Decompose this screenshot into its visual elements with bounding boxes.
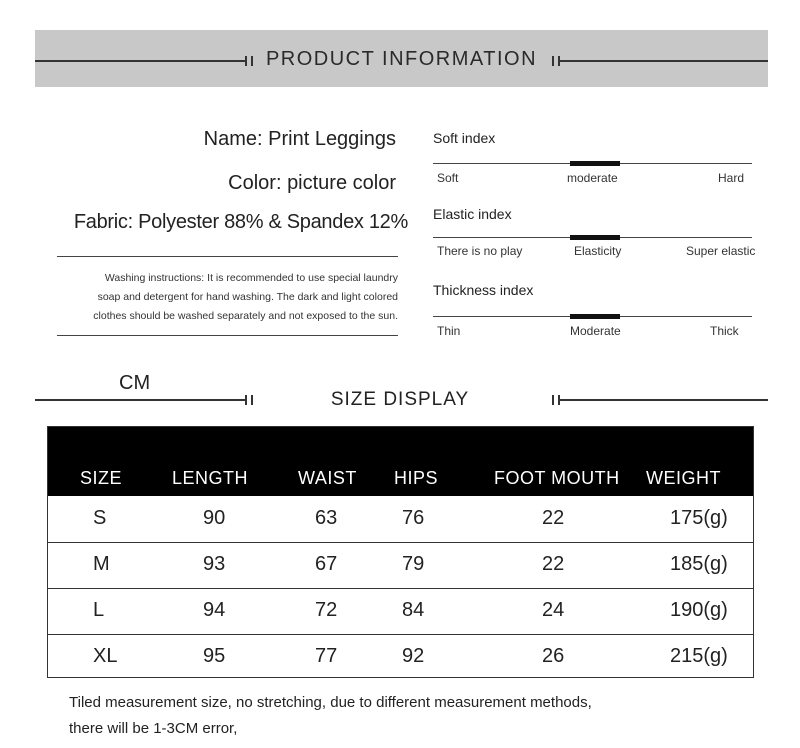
cell-hips: 84 (402, 599, 425, 621)
divider-line-right (558, 399, 768, 401)
header-foot-mouth: FOOT MOUTH (494, 468, 620, 488)
unit-label: CM (119, 372, 151, 394)
table-row (48, 634, 753, 680)
divider-line-left (35, 399, 245, 401)
thickness-index-label-high: Thick (710, 324, 739, 338)
soft-index-marker (570, 161, 620, 166)
header-weight: WEIGHT (646, 468, 721, 488)
header-length: LENGTH (172, 468, 249, 488)
divider-line-right (558, 60, 768, 62)
cell-waist: 77 (315, 645, 338, 667)
footnote-line: there will be 1-3CM error, (69, 720, 238, 737)
thickness-index-label-mid: Moderate (570, 324, 621, 338)
cell-weight: 185(g) (670, 553, 728, 575)
header-size: SIZE (80, 468, 123, 488)
size-display-title: SIZE DISPLAY (330, 389, 470, 410)
divider-tick (251, 395, 253, 405)
product-fabric: Fabric: Polyester 88% & Spandex 12% (73, 211, 408, 233)
product-name: Name: Print Leggings (203, 128, 396, 150)
header-waist: WAIST (298, 468, 357, 488)
cell-hips: 76 (402, 507, 425, 529)
soft-index-label-low: Soft (437, 171, 459, 185)
elastic-index-label-high: Super elastic (686, 244, 756, 258)
cell-weight: 175(g) (670, 507, 728, 529)
cell-waist: 72 (315, 599, 338, 621)
table-row (48, 588, 753, 634)
soft-index-label-high: Hard (718, 171, 745, 185)
cell-length: 95 (203, 645, 226, 667)
cell-size: XL (93, 645, 118, 667)
thickness-index-title: Thickness index (433, 282, 534, 298)
cell-weight: 215(g) (670, 645, 728, 667)
cell-size: M (93, 553, 110, 575)
washing-line: soap and detergent for hand washing. The dark and light colored (97, 291, 398, 303)
thickness-index-label-low: Thin (437, 324, 461, 338)
washing-line: Washing instructions: It is recommended to use special laundry (104, 272, 398, 284)
divider-tick (552, 395, 554, 405)
table-row (48, 496, 753, 542)
divider-tick (245, 395, 247, 405)
washing-line: clothes should be washed separately and not exposed to the sun. (93, 310, 398, 322)
cell-size: L (93, 599, 105, 621)
cell-hips: 79 (402, 553, 425, 575)
cell-weight: 190(g) (670, 599, 728, 621)
elastic-index-label-mid: Elasticity (574, 244, 622, 258)
footnote-line: Tiled measurement size, no stretching, due to different measurement methods, (69, 694, 592, 711)
section-title: PRODUCT INFORMATION (265, 48, 538, 70)
cell-foot-mouth: 24 (542, 599, 565, 621)
cell-foot-mouth: 22 (542, 553, 565, 575)
cell-foot-mouth: 26 (542, 645, 565, 667)
cell-length: 93 (203, 553, 226, 575)
divider-tick (552, 56, 554, 66)
table-header (48, 427, 753, 496)
cell-length: 94 (203, 599, 226, 621)
cell-waist: 63 (315, 507, 338, 529)
product-color: Color: picture color (228, 172, 396, 194)
cell-size: S (93, 507, 107, 529)
product-information-banner (35, 30, 768, 87)
elastic-index-marker (570, 235, 620, 240)
soft-index-label-mid: moderate (567, 171, 618, 185)
cell-foot-mouth: 22 (542, 507, 565, 529)
header-hips: HIPS (394, 468, 439, 488)
soft-index-title: Soft index (433, 130, 496, 146)
cell-waist: 67 (315, 553, 338, 575)
thickness-index-marker (570, 314, 620, 319)
cell-length: 90 (203, 507, 226, 529)
table-row (48, 542, 753, 588)
washing-instructions (57, 256, 398, 336)
size-table (47, 426, 754, 678)
elastic-index-title: Elastic index (433, 206, 512, 222)
cell-hips: 92 (402, 645, 425, 667)
elastic-index-label-low: There is no play (437, 244, 523, 258)
